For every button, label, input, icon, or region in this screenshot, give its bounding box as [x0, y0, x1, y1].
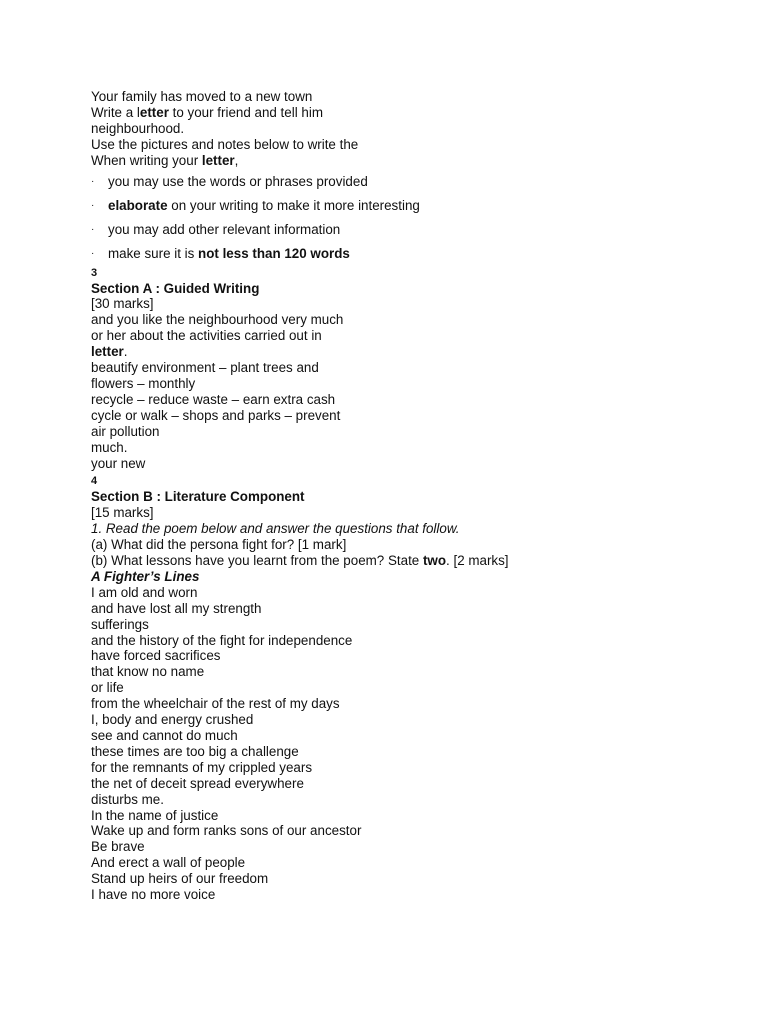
poem-body	[91, 585, 751, 903]
section-a-line-6: recycle – reduce waste – earn extra cash	[91, 391, 336, 407]
section-a-line-1: and you like the neighbourhood very much	[91, 312, 344, 328]
section-a-line-9: much.	[91, 439, 128, 455]
poem-line: Be brave	[91, 839, 145, 855]
list-item: · you may use the words or phrases provided	[91, 173, 368, 189]
intro-line-4: Use the pictures and notes below to write the	[91, 136, 359, 152]
intro-line-1: Your family has moved to a new town	[91, 89, 313, 104]
section-b-marks: [15 marks]	[91, 505, 154, 521]
poem-line: sufferings	[91, 616, 149, 632]
section-a-line-10: your new	[91, 455, 146, 471]
poem-line: Wake up and form ranks sons of our ancestor	[91, 823, 362, 839]
section-a-marks: [30 marks]	[91, 296, 154, 312]
section-a-line-2: or her about the activities carried out in	[91, 328, 322, 344]
poem-line: disturbs me.	[91, 791, 164, 807]
intro-line-5: When writing your letter,	[91, 152, 239, 168]
list-item: · elaborate on your writing to make it more interesting	[91, 197, 420, 213]
poem-line: and the history of the fight for independence	[91, 632, 353, 648]
poem-line: And erect a wall of people	[91, 855, 246, 871]
section-a-line-5: flowers – monthly	[91, 375, 196, 391]
poem-line: In the name of justice	[91, 807, 219, 823]
bullet-icon: ·	[91, 199, 95, 211]
poem-line: I have no more voice	[91, 887, 216, 903]
section-a-line-4: beautify environment – plant trees and	[91, 360, 319, 376]
bullet-icon: ·	[91, 175, 95, 187]
poem-line: have forced sacrifices	[91, 648, 221, 664]
section-b-title: Section B : Literature Component	[91, 489, 305, 505]
poem-line: or life	[91, 680, 124, 696]
poem-line: these times are too big a challenge	[91, 743, 299, 759]
poem-line: the net of deceit spread everywhere	[91, 775, 304, 791]
instruction-list	[91, 174, 751, 263]
poem-title: A Fighter’s Lines	[91, 568, 200, 584]
intro-line-2: Write a letter to your friend and tell him	[91, 104, 323, 120]
section-a-line-7: cycle or walk – shops and parks – prevent	[91, 407, 341, 423]
section-a-line-8: air pollution	[91, 423, 160, 439]
poem-line: and have lost all my strength	[91, 600, 262, 616]
list-item: · make sure it is not less than 120 words	[91, 245, 350, 261]
bullet-icon: ·	[91, 247, 95, 259]
poem-line: I am old and worn	[91, 584, 198, 600]
section-b-instruction: 1. Read the poem below and answer the questions that follow.	[91, 521, 460, 537]
bullet-icon: ·	[91, 223, 95, 235]
poem-line: from the wheelchair of the rest of my days	[91, 696, 340, 712]
question-b: (b) What lessons have you learnt from the poem? State two. [2 marks]	[91, 553, 509, 569]
list-item: · you may add other relevant information	[91, 221, 341, 237]
poem-line: for the remnants of my crippled years	[91, 759, 313, 775]
page-number-4: 4	[91, 475, 98, 488]
intro-line-3: neighbourhood.	[91, 120, 185, 136]
poem-line: Stand up heirs of our freedom	[91, 871, 269, 887]
poem-line: that know no name	[91, 664, 205, 680]
poem-line: see and cannot do much	[91, 728, 238, 743]
section-a-title: Section A : Guided Writing	[91, 280, 260, 296]
document-page	[91, 89, 751, 903]
poem-line: I, body and energy crushed	[91, 712, 254, 728]
question-a: (a) What did the persona fight for? [1 mark]	[91, 537, 347, 553]
section-a-line-3: letter.	[91, 344, 128, 360]
page-number-3: 3	[91, 266, 98, 279]
